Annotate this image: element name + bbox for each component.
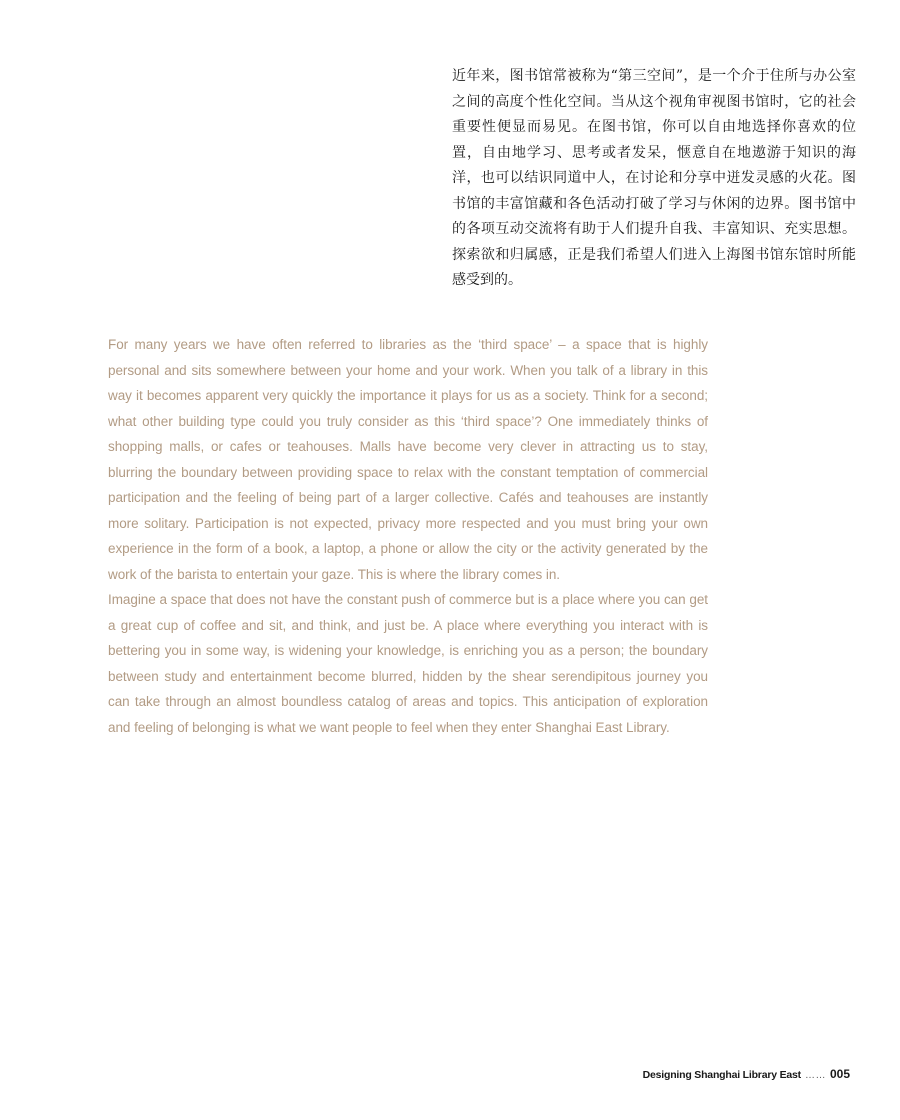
footer-leader-dots: …… (804, 1070, 826, 1081)
english-text-block (108, 332, 708, 740)
chinese-paragraph: 近年来，图书馆常被称为“第三空间”，是一个介于住所与办公室之间的高度个性化空间。当从这个视角审视图书馆时，它的社会重要性便显而易见。在图书馆，你可以自由地选择你喜欢的位置，自由地学习、思考或者发呆，惬意自在地遨游于知识的海洋，也可以结识同道中人，在讨论和分享中迸发灵感的火花。图书馆的丰富馆藏和各色活动打破了学习与休闲的边界。图书馆中的各项互动交流将有助于人们提升自我、丰富知识、充实思想。探索欲和归属感，正是我们希望人们进入上海图书馆东馆时所能感受到的。 (452, 68, 856, 288)
page-number: 005 (829, 1067, 850, 1081)
english-paragraph-1: For many years we have often referred to libraries as the ‘third space’ – a space that is highly personal and sits somewhere between your home and your work. When you talk of a library in this way it becomes apparent very quickly the importance it plays for us as a society. Think for a second; what other building type could you truly consider as this ‘third space’? One immediately thinks of shopping malls, or cafes or teahouses. Malls have become very clever in attracting us to stay, blurring the boundary between providing space to relax with the constant temptation of commercial participation and the feeling of being part of a larger collective. Cafés and teahouses are instantly more solitary. Participation is not expected, privacy more respected and you must bring your own experience in the form of a book, a laptop, a phone or allow the city or the activity generated by the work of the barista to entertain your gaze. This is where the library comes in. (108, 337, 708, 582)
english-paragraph-2: Imagine a space that does not have the constant push of commerce but is a place where you can get a great cup of coffee and sit, and think, and just be. A place where everything you interact with is bettering you in some way, is widening your knowledge, is enriching you as a person; the boundary between study and entertainment become blurred, hidden by the shear serendipitous journey you can take through an almost boundless catalog of areas and topics. This anticipation of exploration and feeling of belonging is what we want people to feel when they enter Shanghai East Library. (108, 592, 708, 735)
page-footer (643, 1067, 850, 1081)
footer-book-title: Designing Shanghai Library East (642, 1069, 801, 1081)
